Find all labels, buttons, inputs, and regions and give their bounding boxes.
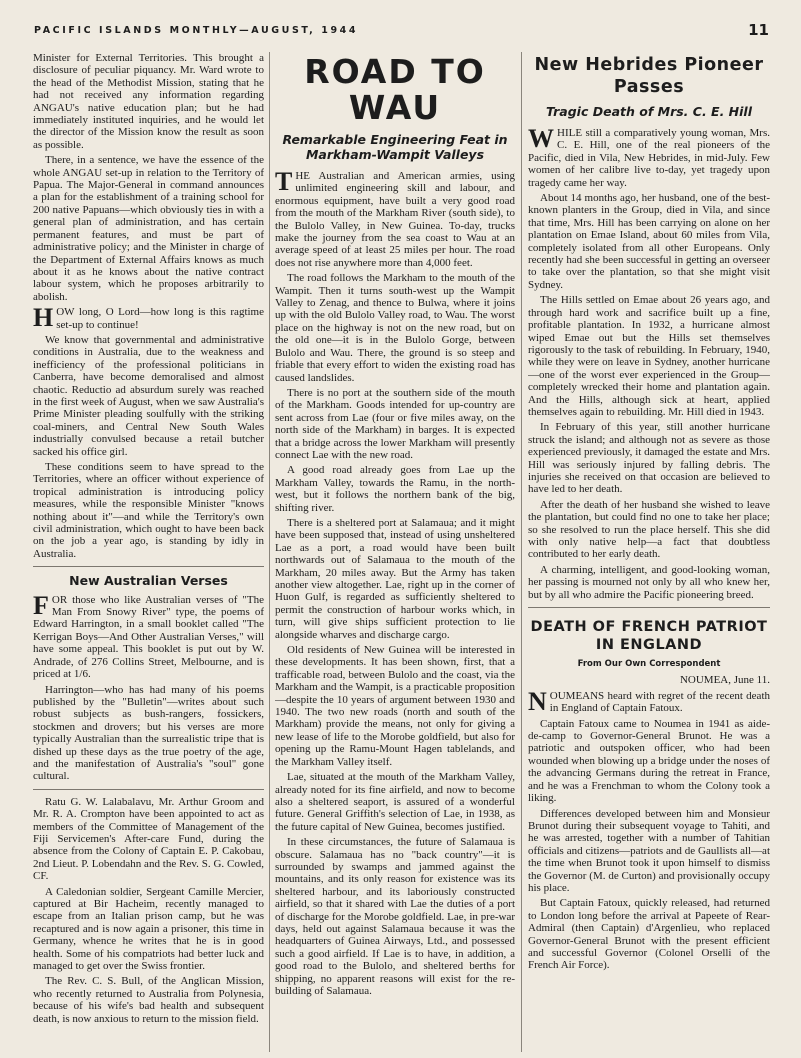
editorial-paragraph: We know that governmental and administrative conditions in Australia, due to the weakness and inefficiency of the professional politicians in Canberra, have become demoralised and almost chaotic. Reductio ad absurdum surely was reached in the first week of August, when we saw Australia's Prime Minister pleading soulfully with the striking coal-miners, and Central New South Wales industrially convulsed because a retail butcher sacked his office girl. — [33, 333, 264, 458]
article-paragraph: The Hills settled on Emae about 26 years ago, and through hard work and sacrifice built up a fine, profitable plantation. In 1932, a hurricane almost wiped Emae out but the Hills set themselves rigorously to the task of rebuilding. In February, 1940, while they were on leave in Sydney, another hurricane—one of the worst ever experienced in the Group—completely wrecked their home and plantation again. And the Hills, although sick at heart, applied themselves again to rebuilding. Mr. Hill died in 1943. — [528, 294, 770, 418]
news-paragraph: The Rev. C. S. Bull, of the Anglican Mission, who recently returned to Australia from Polynesia, because of his wife's bad health and subsequent death, is now anxious to return to the mission field. — [33, 975, 264, 1025]
verses-paragraph: FOR those who like Australian verses of "The Man From Snowy River" type, the poems of Edward Harrington, in a small booklet called "The Kerrigan Boys—And Other Australian Verses," will have some appeal. This booklet is put out by W. Andrade, of 276 Collins Street, Melbourne, and is priced at 1/6. — [33, 590, 264, 681]
article-paragraph: Captain Fatoux came to Noumea in 1941 as aide-de-camp to Governor-General Brunot. He was a patriotic and outspoken officer, who had been wounded when blowing up a bridge under the noses of the advancing Germans during the retreat in France, and he was a Frenchman to whom the Colony took a liking. — [528, 717, 770, 805]
column-3 — [528, 52, 770, 1050]
article-paragraph: Lae, situated at the mouth of the Markham Valley, already noted for its fine airfield, and now to become also a sheltered seaport, is assured of a wonderful future. General Griffith's selection of Lae, in 1938, as the future capital of New Guinea, becomes justified. — [275, 771, 515, 833]
correspondent-byline: From Our Own Correspondent — [577, 659, 721, 670]
article-paragraph: A good road already goes from Lae up the Markham Valley, towards the Ramu, in the north-west, but it follows the northern bank of the big, shifting river. — [275, 464, 515, 514]
death-patriot-headline: DEATH OF FRENCH PATRIOT IN ENGLAND — [530, 619, 768, 654]
article-paragraph: THE Australian and American armies, using unlimited engineering skill and labour, and enormous equipment, have built a very good road from the mouth of the Markham River (south side), to the Bulolo Valley, in New Guinea. To-day, trucks make the journey from the sea coast to Wau at an average speed of at least 25 miles per hour. The road does not rise anywhere more than 4,000 feet. — [275, 167, 515, 269]
article-paragraph: But Captain Fatoux, quickly released, had returned to London long before the arrival at Papeete of Rear-Admiral (then Captain) d'Argenlieu, who replaced Governor-General Brunot with the present efficient and successful Governor (Colonel Orselli of the French Air Force). — [528, 897, 770, 972]
article-paragraph: There is no port at the southern side of the mouth of the Markham. Goods intended for up-country are sent across from Lae (four or five miles away, on the north side of the Markham) in barges. It is expected that a bridge across the lower Markham will presently connect Lae with the new road. — [275, 386, 515, 461]
article-paragraph: A charming, intelligent, and good-looking woman, her passing is mourned not only by all who knew her, but by all who admire the Pacific pioneering breed. — [528, 563, 770, 601]
article-paragraph: After the death of her husband she wished to leave the plantation, but could find no one to take her place; so she resolved to run the place herself. This she did with only native help—a fact that doubtless contributed to her early death. — [528, 498, 770, 561]
section-divider — [33, 566, 264, 567]
editorial-paragraph: Minister for External Territories. This brought a disclosure of peculiar piquancy. Mr. Ward wrote to the head of the Methodist Mission, stating that he had not received any information regarding ANGAU's native education plan; but he had immediately instituted inquiries, and he would let the director of the Mission know the result as soon as possible. — [33, 52, 264, 151]
dateline: NOUMEA, June 11. — [679, 674, 770, 687]
article-paragraph: In these circumstances, the future of Salamaua is obscure. Salamaua has no "back country"—it is surrounded by swamps and jammed against the mountains, and its only reason for existence was its sheltered harbour, and its laboriously constructed airfield, so that it shared with Lae the duties of a port of discharge for the Morobe goldfield. Lae, in pre-war days, held out against Salamaua because it was the headquarters of Guinea Airways, Ltd., and possessed such a good airfield. If Lae is to have, in addition, a good road to the Bulolo, and sheltered berths for shipping, no apparent reasons will exist for the re-building of Salamaua. — [275, 836, 515, 997]
road-to-wau-headline: ROAD TO WAU — [304, 52, 486, 127]
article-paragraph: Old residents of New Guinea will be interested in these developments. It has been shown, first, that a trafficable road, between Bulolo and the coast, via the Markham and the Wampit, is a practicable proposition—despite the 10 years of argument between 1930 and 1940. The two new roads (north and south of the Markham) provide the means, not only for giving a new lease of life to the Morobe goldfield, but also for opening up the Ramu-Mount Hagen tablelands, and the Markham Valley itself. — [275, 644, 515, 768]
news-paragraph: A Caledonian soldier, Sergeant Camille Mercier, captured at Bir Hacheim, recently managed to escape from an Italian prison camp, but he was recaptured and is now again a prisoner, this time in Germany, whence he writes that he is in good health. Some of his compatriots had better luck and managed to get over the Swiss frontier. — [33, 885, 264, 973]
column-1 — [33, 52, 264, 1050]
news-paragraph: Ratu G. W. Lalabalavu, Mr. Arthur Groom and Mr. R. A. Crompton have been appointed to act as members of the Committee of Management of the Fiji Servicemen's After-care Fund, during the absence from the Colony of Captain E. P. Cakobau, 2nd Lieut. P. Lobendahn and the Rev. S. G. Cowled, CF. — [33, 795, 264, 883]
pioneer-passes-subtitle: Tragic Death of Mrs. C. E. Hill — [545, 104, 752, 119]
column-rule-1 — [269, 52, 270, 1052]
article-paragraph: NOUMEANS heard with regret of the recent death in England of Captain Fatoux. — [528, 686, 770, 716]
editorial-paragraph: There, in a sentence, we have the essence of the whole ANGAU set-up in relation to the Territory of Papua. The Major-General in command announces a plan for the establishment of a training school for 200 native Papuans—which obviously ties in with a general plan of administration, and has certain permanent features, and must be part of administrative policy; and the Minister in charge of the Department of External Affairs knows as much about it as he knows about the native contract labour system, which he proposes arbitrarily to abolish. — [33, 154, 264, 303]
editorial-paragraph: HOW long, O Lord—how long is this ragtime set-up to continue! — [33, 303, 264, 333]
article-paragraph: WHILE still a comparatively young woman, Mrs. C. E. Hill, one of the real pioneers of the Pacific, died in Vila, New Hebrides, in mid-July. Few women of her calibre live to-day, yet tragedy upon tragedy came her way. — [528, 124, 770, 189]
pioneer-passes-headline: New Hebrides Pioneer Passes — [534, 55, 764, 97]
article-paragraph: Differences developed between him and Monsieur Brunot during their subsequent voyage to Tahiti, and he was arrested, together with a number of Tahitian officials and citizens—patriots and de Gaullists all—at the time when Brunot took it upon himself to dismiss the Governor (M. de Curton) and provisionally occupy his place. — [528, 807, 770, 894]
article-paragraph: In February of this year, still another hurricane struck the island; and although not as severe as those experienced previously, it damaged the estate and Mrs. Hill was seriously injured by falling debris. The injuries she received on that occasion are believed to have led to her death. — [528, 421, 770, 496]
running-header — [34, 20, 769, 42]
verses-paragraph: Harrington—who has had many of his poems published by the "Bulletin"—writes about such robust subjects as bush-rangers, fossickers, stockmen and drovers; but his verses are more typically Australian than the surrealistic tripe that is dished up these days as the true poetry of the age, and the manifestation of Australia's "soul" gone cultural. — [33, 683, 264, 783]
column-2 — [275, 52, 515, 1050]
article-paragraph: About 14 months ago, her husband, one of the best-known planters in the Group, died in Vila, and since that time, Mrs. Hill has been carrying on alone on her plantation on Emae Island, about 60 miles from Vila, completely isolated from all other Europeans. Only recently had she been successful in getting an overseer to take over the plantation, so that she might visit Sydney. — [528, 192, 770, 291]
running-head: PACIFIC ISLANDS MONTHLY—AUGUST, 1944 — [34, 25, 359, 36]
article-paragraph: The road follows the Markham to the mouth of the Wampit. Then it turns south-west up the Wampit Valley to Zenag, and thence to Bulwa, where it joins up with the old Bulolo Valley road, to Wau. The worst place on the highway is not on the new road, but on the old one—it is in the Bulolo Gorge, between Bulolo and Wau. There, the ground is so steep and friable that every effort to widen the existing road has caused landslides. — [275, 272, 515, 384]
section-divider — [528, 607, 770, 608]
editorial-paragraph: These conditions seem to have spread to the Territories, where an officer without experience of tropical administration is introducing policy measures, while the responsible Minister "knows nothing about it"—and while the Territory's own civil administration, which ought to have been back on the job a year ago, is standing by idly in Australia. — [33, 461, 264, 560]
column-rule-2 — [521, 52, 522, 1052]
verses-heading: New Australian Verses — [69, 573, 228, 589]
road-to-wau-subtitle: Remarkable Engineering Feat in Markham-Wampit Valleys — [282, 132, 508, 162]
page-number: 11 — [748, 21, 769, 39]
section-divider — [33, 789, 264, 790]
article-paragraph: There is a sheltered port at Salamaua; and it might have been supposed that, instead of using unsheltered Lae as a port, a road would have been built northwards out of Salamaua to the mouth of the Markham, 20 miles away. But the Army has taken another view altogether. Lae, right up in the corner of Huon Gulf, is regarded as sufficiently sheltered to permit the construction of harbour works which, in turn, will give ships sufficient protection to lie alongside wharves and discharge cargo. — [275, 516, 515, 641]
